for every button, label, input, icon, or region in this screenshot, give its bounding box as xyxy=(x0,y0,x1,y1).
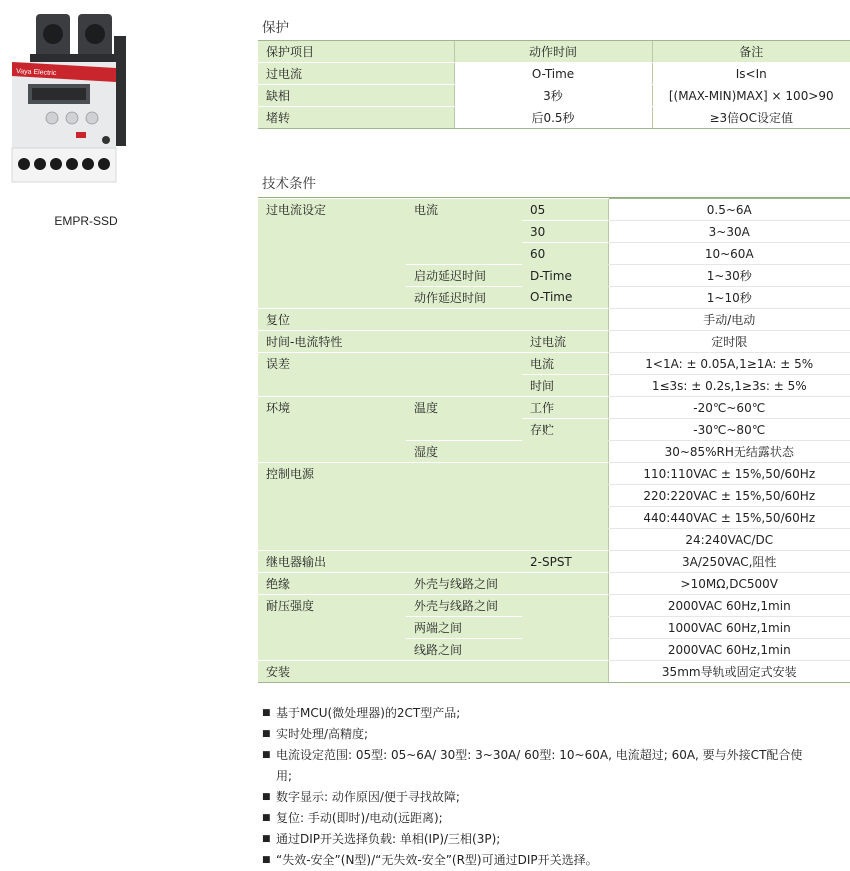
protect-item: 缺相 xyxy=(258,85,454,107)
condition-type: O-Time xyxy=(522,287,608,309)
list-item: ■ 基于MCU(微处理器)的2CT型产品; xyxy=(262,703,850,724)
table-row xyxy=(258,595,850,617)
condition-subitem xyxy=(406,507,522,529)
condition-group xyxy=(258,287,406,309)
condition-type xyxy=(522,661,608,683)
condition-subitem: 两端之间 xyxy=(406,617,522,639)
table-row xyxy=(258,507,850,529)
condition-subitem xyxy=(406,485,522,507)
condition-group: 过电流设定 xyxy=(258,199,406,221)
condition-subitem xyxy=(406,375,522,397)
protect-table xyxy=(258,40,850,129)
condition-subitem xyxy=(406,419,522,441)
condition-subitem: 动作延迟时间 xyxy=(406,287,522,309)
table-row xyxy=(258,265,850,287)
condition-subitem: 温度 xyxy=(406,397,522,419)
condition-value: 1≤3s: ± 0.2s,1≥3s: ± 5% xyxy=(608,375,850,397)
condition-subitem xyxy=(406,331,522,353)
list-item: ■ 通过DIP开关选择负载: 单相(IP)/三相(3P); xyxy=(262,829,850,850)
condition-subitem xyxy=(406,221,522,243)
condition-subitem: 线路之间 xyxy=(406,639,522,661)
table-row xyxy=(258,353,850,375)
protect-note: [(MAX-MIN)MAX] × 100>90 xyxy=(652,85,850,107)
conditions-table-body xyxy=(258,199,850,683)
condition-subitem: 电流 xyxy=(406,199,522,221)
condition-value: 10~60A xyxy=(608,243,850,265)
condition-type xyxy=(522,507,608,529)
protect-item: 堵转 xyxy=(258,107,454,129)
table-row xyxy=(258,397,850,419)
condition-type: 2-SPST xyxy=(522,551,608,573)
condition-group xyxy=(258,221,406,243)
condition-value: 1<1A: ± 0.05A,1≥1A: ± 5% xyxy=(608,353,850,375)
condition-group xyxy=(258,375,406,397)
condition-subitem xyxy=(406,463,522,485)
protect-section-title xyxy=(258,16,850,36)
table-row xyxy=(258,551,850,573)
condition-type xyxy=(522,639,608,661)
protect-header-item: 保护项目 xyxy=(258,41,454,63)
condition-group: 绝缘 xyxy=(258,573,406,595)
conditions-section-title xyxy=(258,172,850,192)
protect-header-time: 动作时间 xyxy=(454,41,652,63)
condition-type: 电流 xyxy=(522,353,608,375)
condition-type: 存贮 xyxy=(522,419,608,441)
condition-value: 220:220VAC ± 15%,50/60Hz xyxy=(608,485,850,507)
protect-header-row xyxy=(258,41,850,63)
table-row xyxy=(258,463,850,485)
condition-value: 0.5~6A xyxy=(608,199,850,221)
condition-value: >10MΩ,DC500V xyxy=(608,573,850,595)
condition-type: 60 xyxy=(522,243,608,265)
conditions-table xyxy=(258,198,850,683)
table-row xyxy=(258,331,850,353)
condition-type xyxy=(522,573,608,595)
condition-type: 30 xyxy=(522,221,608,243)
table-row xyxy=(258,661,850,683)
condition-subitem xyxy=(406,529,522,551)
condition-subitem xyxy=(406,309,522,331)
condition-type xyxy=(522,595,608,617)
list-item: ■ “失效-安全”(N型)/“无失效-安全”(R型)可通过DIP开关选择。 xyxy=(262,850,850,871)
table-row xyxy=(258,243,850,265)
condition-type xyxy=(522,529,608,551)
condition-subitem: 启动延迟时间 xyxy=(406,265,522,287)
condition-group xyxy=(258,441,406,463)
product-caption: EMPR-SSD xyxy=(54,214,118,228)
condition-value: 1~10秒 xyxy=(608,287,850,309)
condition-group: 安装 xyxy=(258,661,406,683)
condition-value: 2000VAC 60Hz,1min xyxy=(608,639,850,661)
condition-subitem xyxy=(406,661,522,683)
condition-group: 误差 xyxy=(258,353,406,375)
condition-group xyxy=(258,485,406,507)
protect-header-note: 备注 xyxy=(652,41,850,63)
brand-label: Vaya Electric xyxy=(15,68,57,78)
protect-time: O-Time xyxy=(454,63,652,85)
condition-type xyxy=(522,463,608,485)
condition-value: 110:110VAC ± 15%,50/60Hz xyxy=(608,463,850,485)
table-row xyxy=(258,63,850,85)
table-row xyxy=(258,617,850,639)
condition-value: -30℃~80℃ xyxy=(608,419,850,441)
condition-group xyxy=(258,617,406,639)
protect-title-text: 保护 xyxy=(262,20,289,36)
table-row xyxy=(258,199,850,221)
condition-group xyxy=(258,507,406,529)
condition-value: 定时限 xyxy=(608,331,850,353)
condition-value: 手动/电动 xyxy=(608,309,850,331)
table-row xyxy=(258,221,850,243)
condition-value: 3~30A xyxy=(608,221,850,243)
condition-type xyxy=(522,309,608,331)
condition-group: 复位 xyxy=(258,309,406,331)
relay-device-illustration xyxy=(6,6,130,192)
conditions-table-wrap xyxy=(258,198,850,683)
product-image xyxy=(6,6,130,192)
condition-subitem xyxy=(406,551,522,573)
condition-type: 工作 xyxy=(522,397,608,419)
condition-subitem xyxy=(406,353,522,375)
table-row xyxy=(258,287,850,309)
condition-group xyxy=(258,419,406,441)
table-row xyxy=(258,309,850,331)
protect-note: ≥3倍OC设定值 xyxy=(652,107,850,129)
table-row xyxy=(258,85,850,107)
condition-type: D-Time xyxy=(522,265,608,287)
condition-group: 耐压强度 xyxy=(258,595,406,617)
condition-type: 时间 xyxy=(522,375,608,397)
condition-group: 继电器输出 xyxy=(258,551,406,573)
condition-type: 过电流 xyxy=(522,331,608,353)
condition-group: 控制电源 xyxy=(258,463,406,485)
condition-group xyxy=(258,265,406,287)
list-item-continuation: 用; xyxy=(276,769,293,783)
table-row xyxy=(258,573,850,595)
list-item: ■ 电流设定范围: 05型: 05~6A/ 30型: 3~30A/ 60型: 10~60A, 电流超过; 60A, 要与外接CT配合使 xyxy=(262,745,850,766)
list-item: ■ 实时处理/高精度; xyxy=(262,724,850,745)
condition-type xyxy=(522,441,608,463)
table-row xyxy=(258,529,850,551)
condition-value: -20℃~60℃ xyxy=(608,397,850,419)
table-row xyxy=(258,441,850,463)
features-list xyxy=(262,703,850,871)
condition-group: 环境 xyxy=(258,397,406,419)
condition-value: 1000VAC 60Hz,1min xyxy=(608,617,850,639)
condition-subitem: 外壳与线路之间 xyxy=(406,595,522,617)
table-row xyxy=(258,107,850,129)
protect-note: Is<In xyxy=(652,63,850,85)
list-item: ■ 数字显示: 动作原因/便于寻找故障; xyxy=(262,787,850,808)
table-row xyxy=(258,485,850,507)
protect-time: 后0.5秒 xyxy=(454,107,652,129)
protect-item: 过电流 xyxy=(258,63,454,85)
condition-group xyxy=(258,529,406,551)
list-item: ■ 复位: 手动(即时)/电动(远距离); xyxy=(262,808,850,829)
conditions-title-text: 技术条件 xyxy=(262,176,316,192)
table-row xyxy=(258,419,850,441)
condition-value: 24:240VAC/DC xyxy=(608,529,850,551)
condition-group xyxy=(258,243,406,265)
protect-time: 3秒 xyxy=(454,85,652,107)
condition-subitem: 湿度 xyxy=(406,441,522,463)
table-row xyxy=(258,375,850,397)
condition-subitem xyxy=(406,243,522,265)
condition-type: 05 xyxy=(522,199,608,221)
condition-value: 440:440VAC ± 15%,50/60Hz xyxy=(608,507,850,529)
protect-table-wrap xyxy=(258,40,850,129)
condition-value: 35mm导轨或固定式安装 xyxy=(608,661,850,683)
condition-value: 30~85%RH无结露状态 xyxy=(608,441,850,463)
condition-group xyxy=(258,639,406,661)
condition-subitem: 外壳与线路之间 xyxy=(406,573,522,595)
condition-value: 1~30秒 xyxy=(608,265,850,287)
condition-value: 2000VAC 60Hz,1min xyxy=(608,595,850,617)
condition-type xyxy=(522,485,608,507)
condition-group: 时间-电流特性 xyxy=(258,331,406,353)
condition-type xyxy=(522,617,608,639)
condition-value: 3A/250VAC,阻性 xyxy=(608,551,850,573)
table-row xyxy=(258,639,850,661)
